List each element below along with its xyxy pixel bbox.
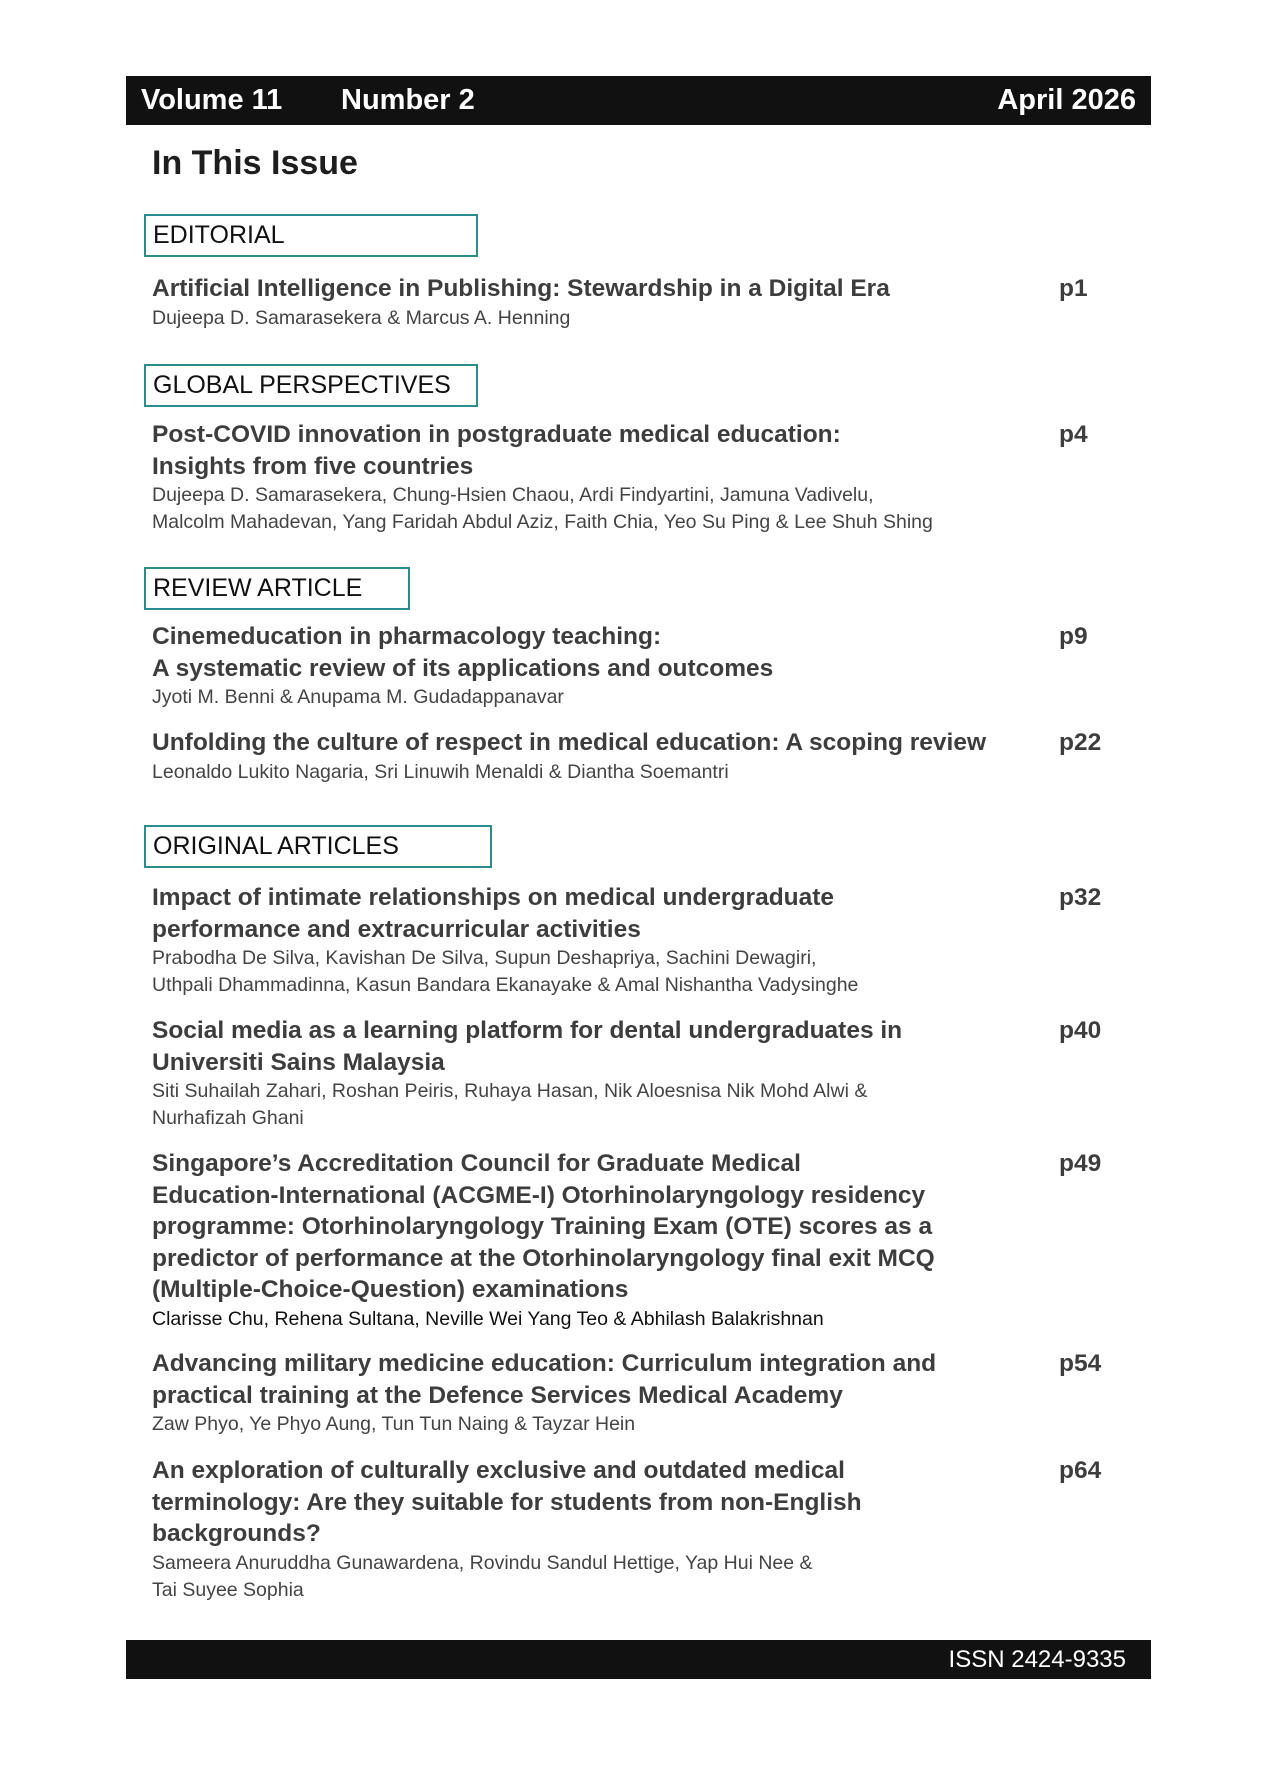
article-entry-original-5[interactable] <box>152 1455 1102 1604</box>
article-authors-line: Tai Suyee Sophia <box>152 1578 304 1601</box>
volume-label: Volume 11 <box>141 84 283 116</box>
issn-label: ISSN 2424-9335 <box>948 1646 1126 1673</box>
article-title-line: Social media as a learning platform for dental undergraduates in <box>152 1017 903 1044</box>
article-authors-line: Jyoti M. Benni & Anupama M. Gudadappanavar <box>152 686 564 708</box>
article-authors-line: Siti Suhailah Zahari, Roshan Peiris, Ruhaya Hasan, Nik Aloesnisa Nik Mohd Alwi & <box>152 1080 868 1102</box>
article-authors <box>152 684 1032 711</box>
article-authors-line: Sameera Anuruddha Gunawardena, Rovindu Sandul Hettige, Yap Hui Nee & <box>152 1551 813 1574</box>
article-title-line: predictor of performance at the Otorhinolaryngology final exit MCQ <box>152 1244 935 1272</box>
article-page-number: p1 <box>1059 275 1088 302</box>
article-title-line: Insights from five countries <box>152 452 474 480</box>
article-page-number: p22 <box>1059 729 1102 756</box>
article-title-line: Universiti Sains Malaysia <box>152 1048 445 1076</box>
article-entry-review-1[interactable] <box>152 621 1088 711</box>
section-heading-editorial: EDITORIAL <box>144 214 478 257</box>
article-title[interactable] <box>152 1148 992 1306</box>
article-authors <box>152 1411 1032 1438</box>
article-entry-editorial-1[interactable] <box>152 273 1088 332</box>
article-page-number: p54 <box>1059 1350 1102 1377</box>
article-authors-line: Dujeepa D. Samarasekera & Marcus A. Henning <box>152 306 571 329</box>
article-entry-review-2[interactable] <box>152 727 1102 786</box>
article-authors <box>152 759 1032 786</box>
article-title-line: Cinemeducation in pharmacology teaching: <box>152 623 662 650</box>
footer-bar <box>126 1640 1151 1679</box>
article-page-number: p4 <box>1059 421 1088 448</box>
article-title-line: practical training at the Defence Services Medical Academy <box>152 1381 843 1409</box>
article-title[interactable] <box>152 419 972 482</box>
number-label: Number 2 <box>341 84 475 116</box>
article-authors <box>152 1306 1032 1333</box>
article-title[interactable] <box>152 1015 972 1078</box>
article-authors-line: Dujeepa D. Samarasekera, Chung-Hsien Chaou, Ardi Findyartini, Jamuna Vadivelu, <box>152 484 874 506</box>
article-title-line: Artificial Intelligence in Publishing: Stewardship in a Digital Era <box>152 275 890 302</box>
article-page-number: p40 <box>1059 1017 1102 1044</box>
article-entry-original-4[interactable] <box>152 1348 1102 1438</box>
article-authors-line: Malcolm Mahadevan, Yang Faridah Abdul Aziz, Faith Chia, Yeo Su Ping & Lee Shuh Shing <box>152 511 933 533</box>
article-page-number: p32 <box>1059 884 1102 911</box>
article-title-line: Unfolding the culture of respect in medical education: A scoping review <box>152 729 987 756</box>
article-authors <box>152 945 1032 999</box>
article-authors-line: Uthpali Dhammadinna, Kasun Bandara Ekanayake & Amal Nishantha Vadysinghe <box>152 974 859 996</box>
article-title[interactable] <box>152 1348 972 1411</box>
article-authors-line: Leonaldo Lukito Nagaria, Sri Linuwih Menaldi & Diantha Soemantri <box>152 760 729 783</box>
article-title-line: terminology: Are they suitable for students from non-English <box>152 1488 862 1516</box>
article-authors-line: Zaw Phyo, Ye Phyo Aung, Tun Tun Naing & Tayzar Hein <box>152 1413 636 1435</box>
section-heading-global-perspectives: GLOBAL PERSPECTIVES <box>144 364 478 407</box>
article-title-line: Advancing military medicine education: Curriculum integration and <box>152 1350 937 1377</box>
article-title[interactable] <box>152 882 972 945</box>
article-title-line: backgrounds? <box>152 1520 321 1547</box>
article-entry-global-1[interactable] <box>152 419 1088 536</box>
article-title-line: Education-International (ACGME-I) Otorhinolaryngology residency <box>152 1181 926 1209</box>
article-title-line: Singapore’s Accreditation Council for Graduate Medical <box>152 1150 801 1177</box>
header-bar <box>126 76 1151 125</box>
article-title[interactable] <box>152 273 972 305</box>
article-entry-original-2[interactable] <box>152 1015 1102 1132</box>
article-title-line: Post-COVID innovation in postgraduate medical education: <box>152 421 841 448</box>
section-heading-original-articles: ORIGINAL ARTICLES <box>144 825 492 868</box>
article-title-line: An exploration of culturally exclusive and outdated medical <box>152 1457 845 1484</box>
article-title-line: performance and extracurricular activities <box>152 915 641 943</box>
article-title-line: A systematic review of its applications and outcomes <box>152 654 774 682</box>
page-title: In This Issue <box>152 144 358 182</box>
article-authors-line: Nurhafizah Ghani <box>152 1107 304 1129</box>
article-title-line: Impact of intimate relationships on medical undergraduate <box>152 884 835 911</box>
article-authors <box>152 1550 1032 1604</box>
issue-date: April 2026 <box>997 84 1136 116</box>
article-page-number: p9 <box>1059 623 1088 650</box>
article-authors-line: Clarisse Chu, Rehena Sultana, Neville Wei Yang Teo & Abhilash Balakrishnan <box>152 1307 824 1330</box>
article-title[interactable] <box>152 727 1032 759</box>
article-entry-original-1[interactable] <box>152 882 1102 999</box>
article-entry-original-3[interactable] <box>152 1148 1102 1333</box>
article-authors-line: Prabodha De Silva, Kavishan De Silva, Supun Deshapriya, Sachini Dewagiri, <box>152 947 817 969</box>
article-page-number: p49 <box>1059 1150 1102 1177</box>
section-heading-review-article: REVIEW ARTICLE <box>144 567 410 610</box>
article-title[interactable] <box>152 621 972 684</box>
article-authors <box>152 482 1032 536</box>
article-title-line: programme: Otorhinolaryngology Training Exam (OTE) scores as a <box>152 1213 933 1240</box>
article-page-number: p64 <box>1059 1457 1102 1484</box>
article-title-line: (Multiple-Choice-Question) examinations <box>152 1276 629 1303</box>
article-authors <box>152 1078 1032 1132</box>
article-authors <box>152 305 1032 332</box>
article-title[interactable] <box>152 1455 972 1550</box>
